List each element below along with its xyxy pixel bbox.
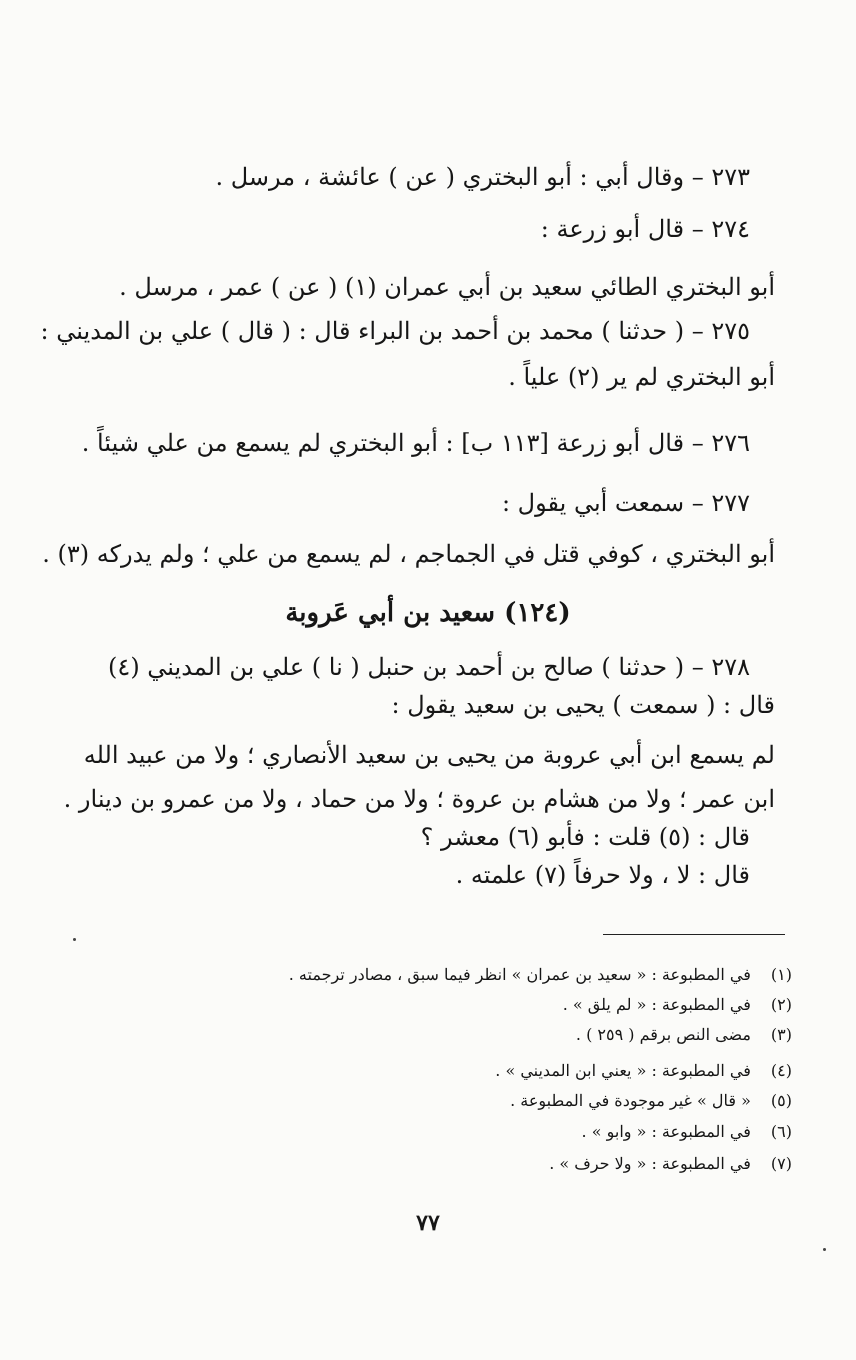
entry-273: ٢٧٣ – وقال أبي : أبو البختري ( عن ) عائشة ، مرسل . [215,163,750,191]
footnote-number: (١) [770,965,792,984]
footnote-number: (٤) [770,1061,792,1080]
entry-276: ٢٧٦ – قال أبو زرعة [١١٣ ب] : أبو البختري لم يسمع من علي شيئاً . [81,429,750,457]
footnote [576,1023,792,1047]
footnote-text: في المطبوعة : « سعيد بن عمران » انظر فيما سبق ، مصادر ترجمته . [288,965,751,984]
entry-278-text: قال : ( سمعت ) يحيى بن سعيد يقول : [391,691,775,719]
footnote [495,1059,792,1083]
entry-274: ٢٧٤ – قال أبو زرعة : [540,215,750,243]
entry-278: ٢٧٨ – ( حدثنا ) صالح بن أحمد بن حنبل ( نا ) علي بن المديني (٤) [108,653,750,681]
entry-275-text: أبو البختري لم ير (٢) علياً . [508,363,775,391]
footnote-text: في المطبوعة : « لم يلق » . [562,995,751,1014]
section-heading: (١٢٤) سعيد بن أبي عَروبة [285,598,571,628]
footnote-number: (٦) [770,1122,792,1141]
footnote-number: (٢) [770,995,792,1014]
entry-278-text: ابن عمر ؛ ولا من هشام بن عروة ؛ ولا من حماد ، ولا من عمرو بن دينار . [63,785,775,813]
footnote-number: (٣) [770,1025,792,1044]
footnote [563,993,792,1017]
footnote [549,1152,792,1176]
entry-278-text: لم يسمع ابن أبي عروبة من يحيى بن سعيد الأنصاري ؛ ولا من عبيد الله [83,741,775,769]
footnote-text: « قال » غير موجودة في المطبوعة . [510,1091,751,1110]
footnote-separator [603,934,785,935]
entry-275: ٢٧٥ – ( حدثنا ) محمد بن أحمد بن البراء قال : ( قال ) علي بن المديني : [40,317,750,345]
footnote-text: مضى النص برقم ( ٢٥٩ ) . [575,1025,751,1044]
footnote-text: في المطبوعة : « وابو » . [581,1122,751,1141]
entry-277-text: أبو البختري ، كوفي قتل في الجماجم ، لم يسمع من علي ؛ ولم يدركه (٣) . [42,540,775,568]
footnote-text: في المطبوعة : « ولا حرف » . [549,1154,751,1173]
entry-277: ٢٧٧ – سمعت أبي يقول : [501,489,750,517]
entry-278-text: قال : (٥) قلت : فأبو (٦) معشر ؟ [420,823,750,851]
page-number: ٧٧ [416,1210,440,1236]
footnote [510,1089,792,1113]
footnote [582,1120,792,1144]
footnote-text: في المطبوعة : « يعني ابن المديني » . [495,1061,751,1080]
footnote-number: (٧) [770,1154,792,1173]
footnote-number: (٥) [770,1091,792,1110]
scan-speck [823,1248,826,1251]
footnote [289,963,792,987]
entry-278-text: قال : لا ، ولا حرفاً (٧) علمته . [455,861,750,889]
entry-274-text: أبو البختري الطائي سعيد بن أبي عمران (١) ( عن ) عمر ، مرسل . [119,273,775,301]
scan-speck [73,938,76,941]
